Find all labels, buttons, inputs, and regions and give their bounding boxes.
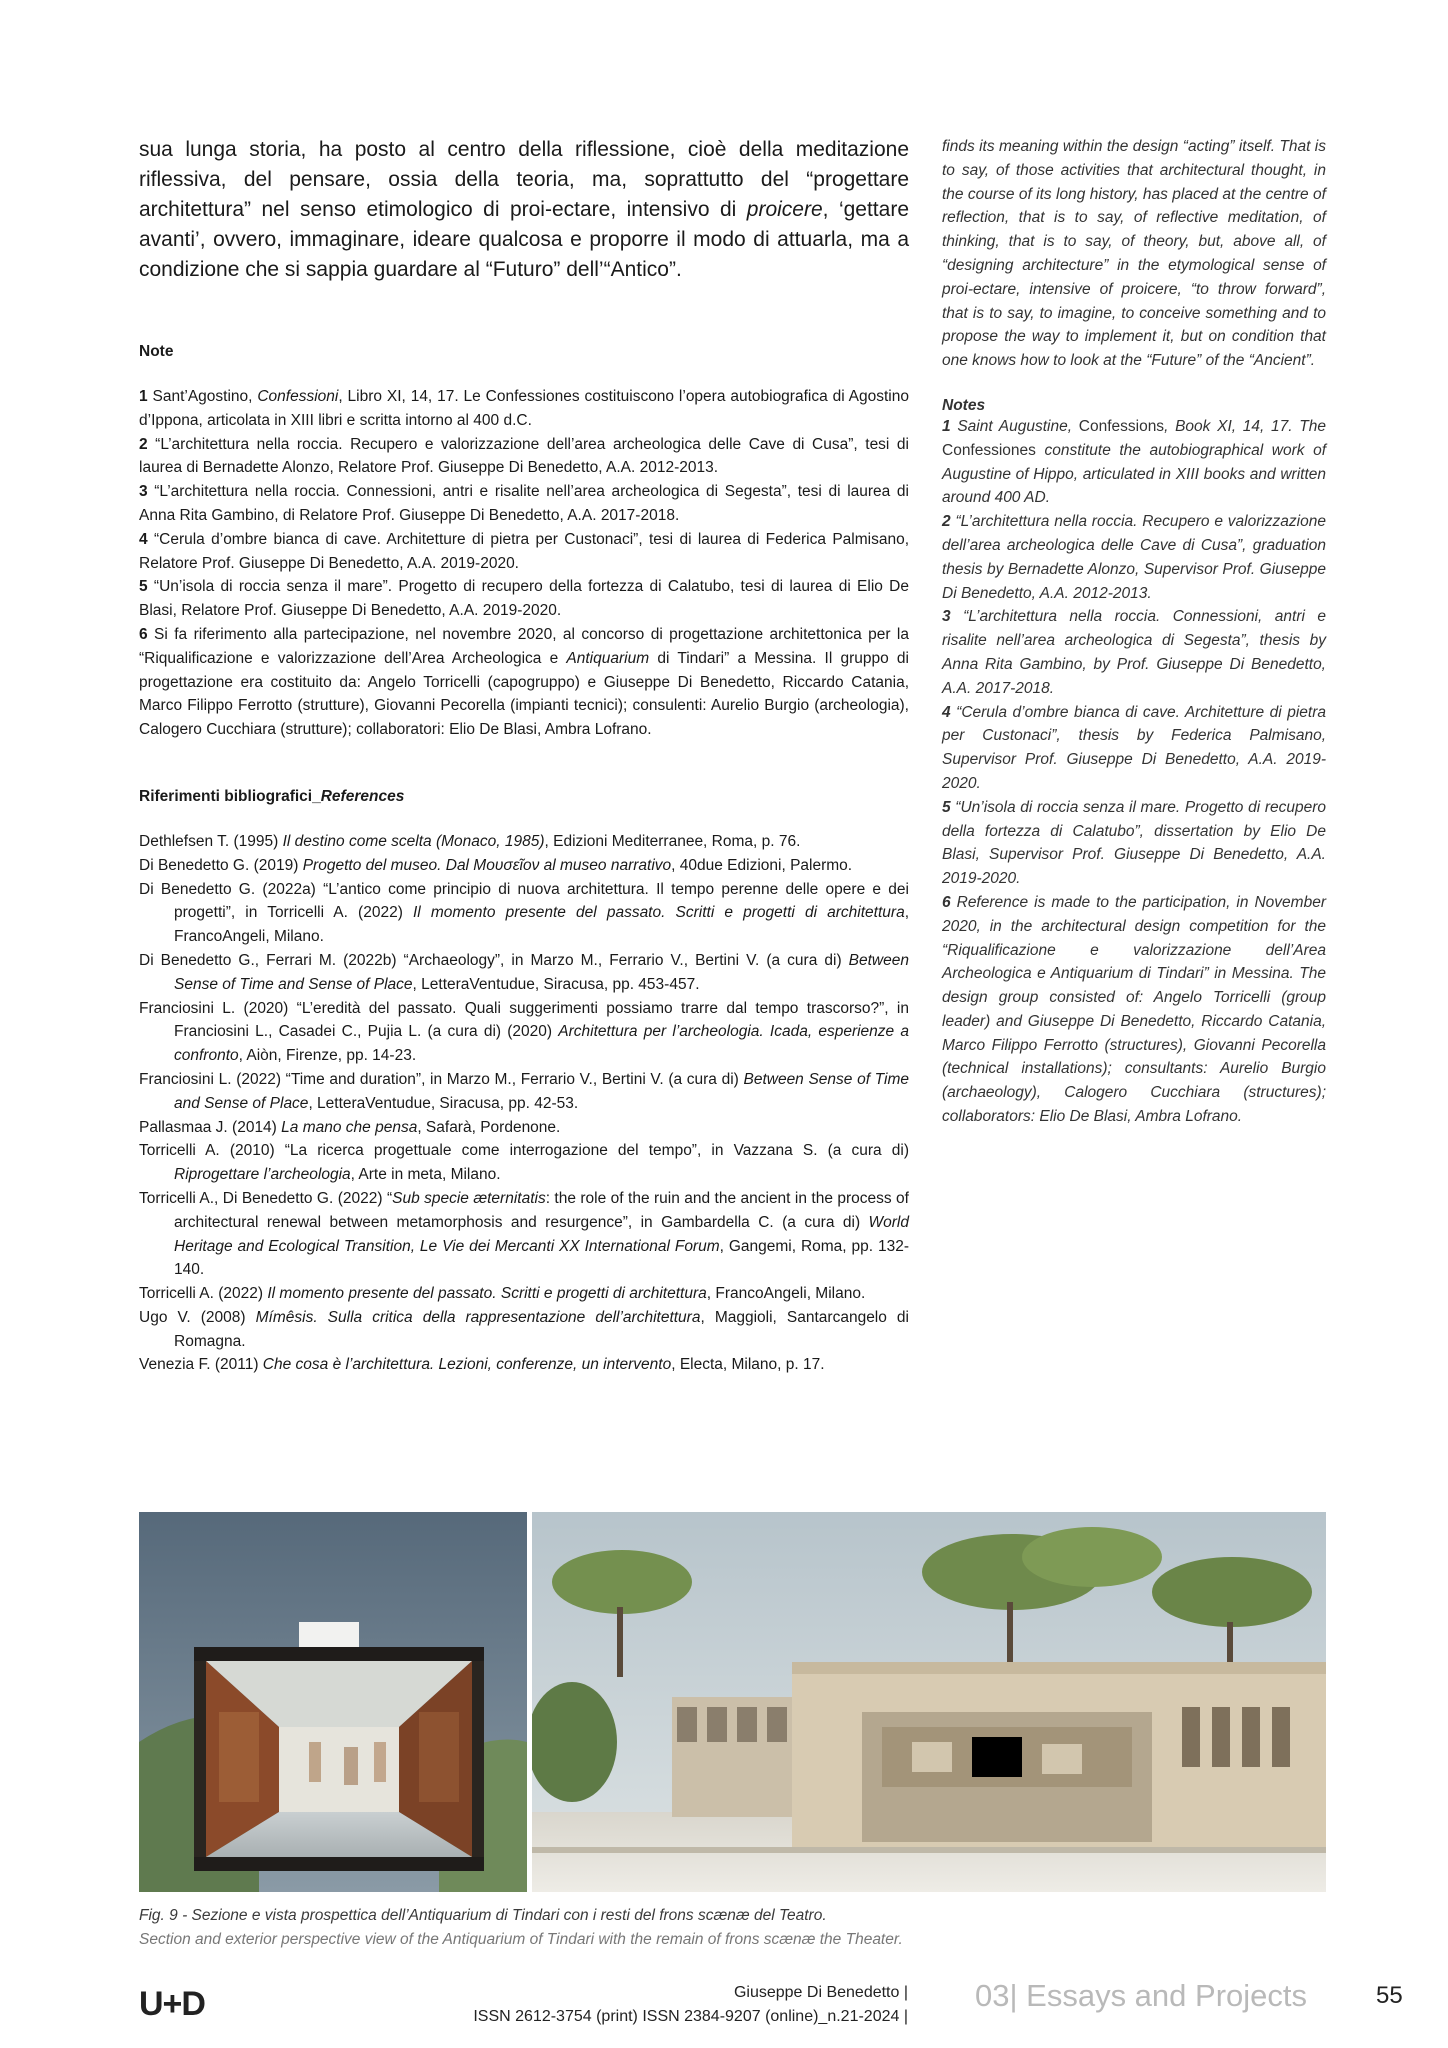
reference-item: Franciosini L. (2022) “Time and duration”, in Marzo M., Ferrario V., Bertini V. (a cura di) Between Sense of Time and Sense of Place, LetteraVentudue, Siracusa, pp. 42-53.	[139, 1070, 909, 1112]
reference-item: Di Benedetto G., Ferrari M. (2022b) “Archaeology”, in Marzo M., Ferrario V., Bertini V. (a cura di) Between Sense of Time and Sense of Place, LetteraVentudue, Siracusa, pp. 453-457.	[139, 951, 909, 993]
exterior-perspective-image	[532, 1512, 1326, 1892]
caption-italian: Fig. 9 - Sezione e vista prospettica dell’Antiquarium di Tindari con i resti del frons scænæ del Teatro.	[139, 1907, 827, 1924]
footer-author-block	[473, 1981, 908, 2029]
section-title: 03| Essays and Projects	[975, 1978, 1307, 2013]
reference-item: Torricelli A., Di Benedetto G. (2022) “Sub specie æternitatis: the role of the ruin and the ancient in the process of architectural renewal between metamorphosis and resurgence”, in Gambardella C. (a cura di) World Heritage and Ecological Transition, Le Vie dei Mercanti XX International Forum, Gangemi, Roma, pp. 132-140.	[139, 1189, 909, 1279]
reference-item: Pallasmaa J. (2014) La mano che pensa, Safarà, Pordenone.	[139, 1118, 561, 1136]
italian-column	[139, 135, 909, 1377]
english-notes-list	[942, 415, 1326, 1129]
section-perspective-image	[139, 1512, 527, 1892]
references-heading: Riferimenti bibliografici_References	[139, 787, 405, 805]
note-item: 4 “Cerula d’ombre bianca di cave. Architetture di pietra per Custonaci”, tesi di laurea di Federica Palmisano, Relatore Prof. Giuseppe Di Benedetto, A.A. 2019-2020.	[139, 530, 909, 572]
note-item: 1 Sant’Agostino, Confessioni, Libro XI, 14, 17. Le Confessiones costituiscono l’opera autobiografica di Agostino d’Ippona, articolata in XIII libri e scritta intorno al 400 d.C.	[139, 388, 909, 429]
footer-author: Giuseppe Di Benedetto |	[733, 1984, 908, 2001]
reference-item: Di Benedetto G. (2019) Progetto del museo. Dal Μουσεῖον al museo narrativo, 40due Edizioni, Palermo.	[139, 856, 853, 874]
reference-item: Ugo V. (2008) Mímêsis. Sulla critica della rappresentazione dell’architettura, Maggioli, Santarcangelo di Romagna.	[139, 1308, 909, 1350]
english-note-item: 4 “Cerula d’ombre bianca di cave. Architetture di pietra per Custonaci”, thesis by Federica Palmisano, Supervisor Prof. Giuseppe Di Benedetto, A.A. 2019-2020.	[942, 703, 1326, 792]
english-note-item: 3 “L’architettura nella roccia. Connessioni, antri e risalite nell’area archeologica di Segesta”, thesis by Anna Rita Gambino, by Prof. Giuseppe Di Benedetto, A.A. 2017-2018.	[942, 608, 1326, 697]
reference-item: Torricelli A. (2010) “La ricerca progettuale come interrogazione del tempo”, in Vazzana S. (a cura di) Riprogettare l’archeologia, Arte in meta, Milano.	[139, 1142, 909, 1184]
english-body: finds its meaning within the design “acting” itself. That is to say, of those activities that architectural thought, in the course of its long history, has placed at the centre of reflection, that is to say, of reflective meditation, of thinking, that is to say, of theory, but, above all, of “designing architecture” in the etymological sense of proi-ectare, intensive of proicere, “to throw forward”, that is to say, to imagine, to conceive something and to propose the way to implement it, but on condition that one knows how to look at the “Future” of the “Ancient”.	[942, 138, 1326, 370]
references-list	[139, 830, 909, 1377]
note-item: 5 “Un’isola di roccia senza il mare”. Progetto di recupero della fortezza di Calatubo, tesi di laurea di Elio De Blasi, Relatore Prof. Giuseppe Di Benedetto, A.A. 2019-2020.	[139, 578, 909, 620]
figure-9	[139, 1512, 1326, 1892]
english-note-item: 2 “L’architettura nella roccia. Recupero e valorizzazione dell’area archeologica delle Cave di Cusa”, graduation thesis by Bernadette Alonzo, Supervisor Prof. Giuseppe Di Benedetto, A.A. 2012-2013.	[942, 513, 1326, 602]
caption-english: Section and exterior perspective view of the Antiquarium of Tindari with the remain of frons scænæ the Theater.	[139, 1931, 903, 1948]
english-note-item: 6 Reference is made to the participation, in November 2020, in the architectural design competition for the “Riqualificazione e valorizzazione dell’Area Archeologica e Antiquarium di Tindari” in Messina. The design group consisted of: Angelo Torricelli (group leader) and Giuseppe Di Benedetto, Riccardo Catania, Marco Filippo Ferrotto (structures), Giovanni Pecorella (technical installations); consultants: Aurelio Burgio (archaeology), Calogero Cucchiara (structures); collaborators: Elio De Blasi, Ambra Lofrano.	[942, 893, 1326, 1126]
figure-caption	[139, 1904, 1326, 1952]
reference-item: Torricelli A. (2022) Il momento presente del passato. Scritti e progetti di architettura, FrancoAngeli, Milano.	[139, 1285, 866, 1303]
reference-item: Dethlefsen T. (1995) Il destino come scelta (Monaco, 1985), Edizioni Mediterranee, Roma, p. 76.	[139, 832, 801, 850]
note-item: 2 “L’architettura nella roccia. Recupero e valorizzazione dell’area archeologica delle Cave di Cusa”, tesi di laurea di Bernadette Alonzo, Relatore Prof. Giuseppe Di Benedetto, A.A. 2012-2013.	[139, 435, 909, 477]
note-item: 6 Si fa riferimento alla partecipazione, nel novembre 2020, al concorso di progettazione architettonica per la “Riqualificazione e valorizzazione dell’Area Archeologica e Antiquarium di Tindari” a Messina. Il gruppo di progettazione era costituito da: Angelo Torricelli (capogruppo) e Giuseppe Di Benedetto, Riccardo Catania, Marco Filippo Ferrotto (strutture), Giovanni Pecorella (impianti tecnici); consulenti: Aurelio Burgio (archeologia), Calogero Cucchiara (strutture); collaboratori: Elio De Blasi, Ambra Lofrano.	[139, 625, 909, 739]
english-note-item: 5 “Un’isola di roccia senza il mare. Progetto di recupero della fortezza di Calatubo”, dissertation by Elio De Blasi, Supervisor Prof. Giuseppe Di Benedetto, A.A. 2019-2020.	[942, 798, 1326, 888]
journal-logo: U+D	[139, 1985, 205, 2023]
notes-list	[139, 385, 909, 742]
notes-heading: Note	[139, 343, 174, 360]
reference-item: Franciosini L. (2020) “L’eredità del passato. Quali suggerimenti possiamo trarre dal tempo trascorso?”, in Franciosini L., Casadei C., Pujia L. (a cura di) (2020) Architettura per l’archeologia. Icada, esperienze a confronto, Aiòn, Firenze, pp. 14-23.	[139, 999, 909, 1065]
page-number: 55	[1376, 1982, 1403, 2009]
reference-item: Di Benedetto G. (2022a) “L’antico come principio di nuova architettura. Il tempo perenne delle opere e dei progetti”, in Torricelli A. (2022) Il momento presente del passato. Scritti e progetti di architettura, FrancoAngeli, Milano.	[139, 880, 909, 946]
english-column	[942, 135, 1326, 1129]
reference-item: Venezia F. (2011) Che cosa è l’architettura. Lezioni, conferenze, un intervento, Electa, Milano, p. 17.	[139, 1356, 825, 1374]
footer-issn: ISSN 2612-3754 (print) ISSN 2384-9207 (online)_n.21-2024 |	[473, 2008, 908, 2025]
note-item: 3 “L’architettura nella roccia. Connessioni, antri e risalite nell’area archeologica di Segesta”, tesi di laurea di Anna Rita Gambino, di Relatore Prof. Giuseppe Di Benedetto, A.A. 2017-2018.	[139, 483, 909, 524]
english-note-item: 1 Saint Augustine, Confessions, Book XI, 14, 17. The Confessiones constitute the autobiographical work of Augustine of Hippo, articulated in XIII books and written around 400 AD.	[942, 417, 1327, 507]
english-notes-heading: Notes	[942, 396, 986, 414]
intro-paragraph: sua lunga storia, ha posto al centro della riflessione, cioè della meditazione riflessiva, del pensare, ossia della teoria, ma, soprattutto del “progettare architettura” nel senso etimologico di proi-ectare, intensivo di proicere, ‘gettare avanti’, ovvero, immaginare, ideare qualcosa e proporre il modo di attuarla, ma a condizione che si sappia guardare al “Futuro” dell’“Antico”.	[139, 138, 909, 281]
